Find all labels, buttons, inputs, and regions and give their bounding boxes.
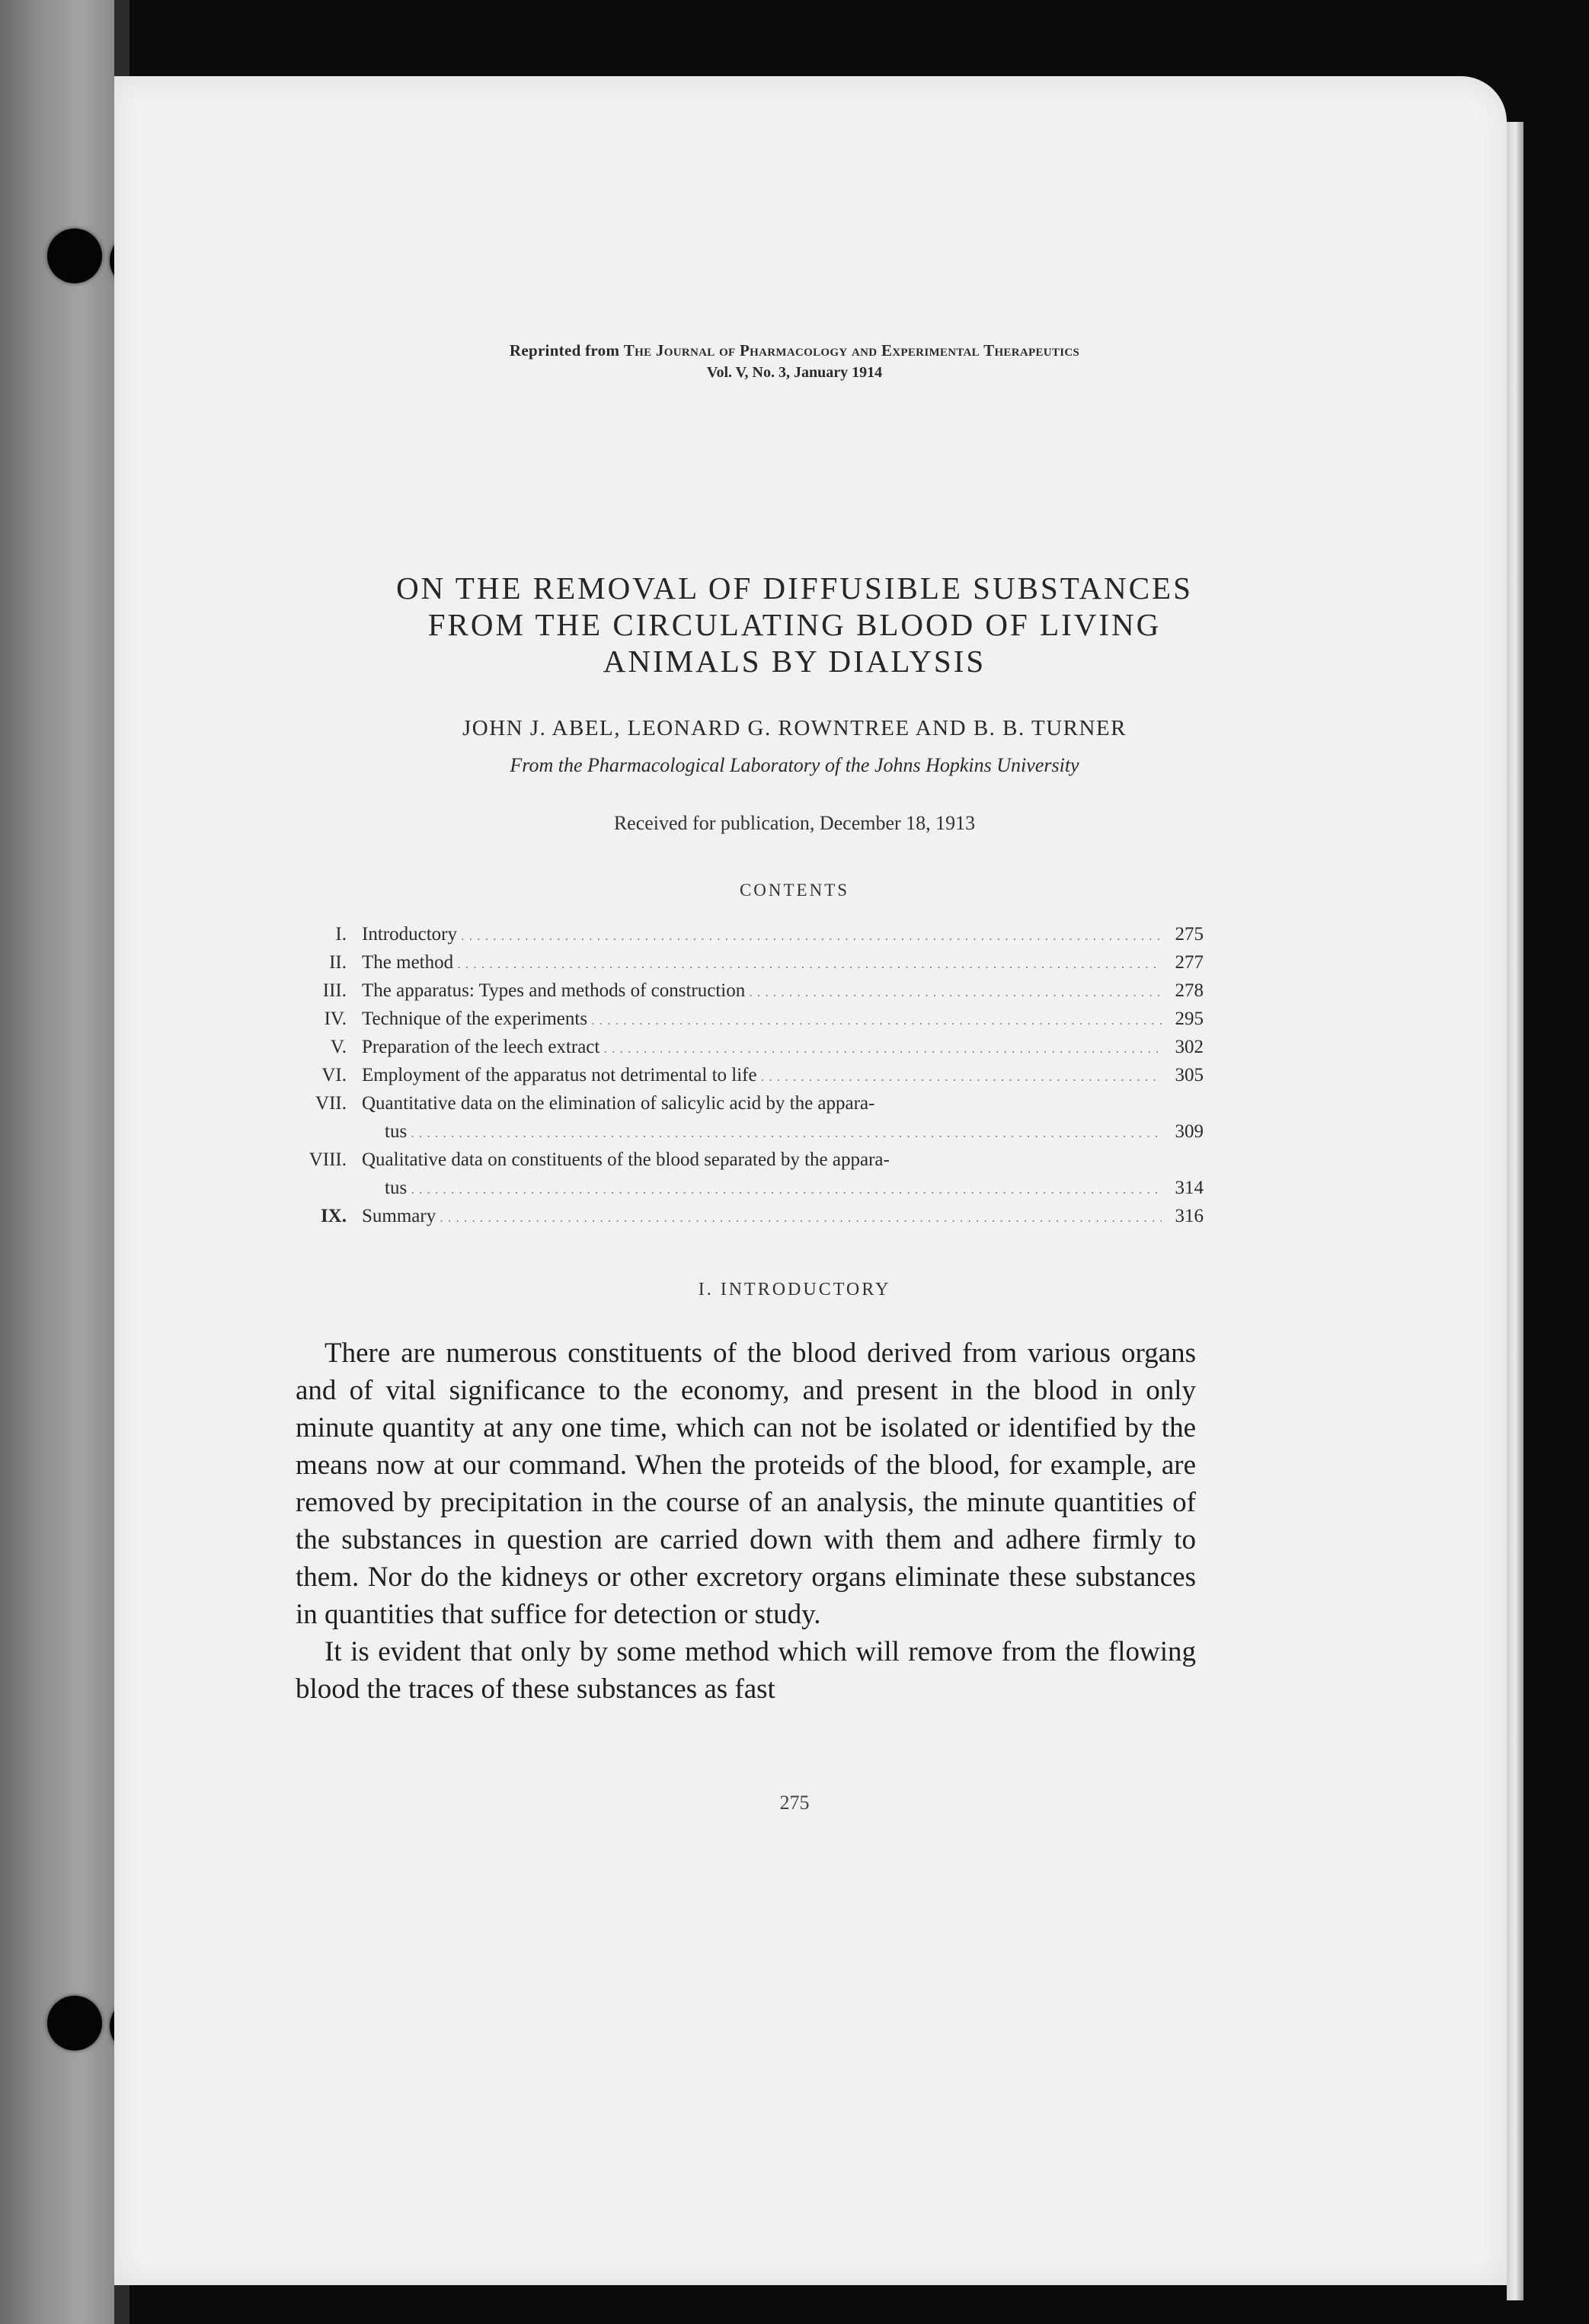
toc-number: I. xyxy=(335,924,347,945)
toc-row xyxy=(289,1033,1204,1061)
journal-name: The Journal of Pharmacology and Experimental Therapeutics xyxy=(623,341,1080,360)
toc-row-continuation xyxy=(289,1174,1204,1202)
toc-page: 278 xyxy=(1175,980,1204,1001)
page-number: 275 xyxy=(779,1792,810,1814)
contents-heading: CONTENTS xyxy=(739,881,850,900)
toc-page: 275 xyxy=(1175,924,1204,945)
paper-edge xyxy=(1507,122,1523,2300)
punch-hole-top-left xyxy=(47,229,102,283)
toc-title-continuation: tus . . . xyxy=(385,1174,1162,1204)
paragraph: It is evident that only by some method which will remove from the flowing blood the traces of these substances as fast xyxy=(296,1636,1196,1705)
title-line: ANIMALS BY DIALYSIS xyxy=(603,644,986,679)
toc-title: Preparation of the leech extract . . . xyxy=(362,1033,1162,1063)
toc-title: Introductory . . . xyxy=(362,920,1162,950)
toc-row xyxy=(289,948,1204,977)
reprint-prefix: Reprinted from xyxy=(509,341,624,360)
punch-hole-bottom-left xyxy=(47,1996,102,2051)
body-text xyxy=(296,1335,1196,1708)
toc-title: Summary . . . xyxy=(362,1202,1162,1232)
section-heading: I. INTRODUCTORY xyxy=(698,1280,891,1299)
toc-page: 309 xyxy=(1175,1121,1204,1142)
toc-page: 316 xyxy=(1175,1206,1204,1226)
toc-number: II. xyxy=(329,952,347,973)
toc-number: VII. xyxy=(315,1093,347,1114)
authors: JOHN J. ABEL, LEONARD G. ROWNTREE AND B. B. TURNER xyxy=(462,716,1127,740)
toc-number: V. xyxy=(330,1037,347,1057)
paragraph: There are numerous constituents of the blood derived from various organs and of vital significance to the economy, and present in the blood in only minute quantity at any one time, which can not be isolated or identified by the means now at our command. When the proteids of the blood, for example, are removed by precipitation in the course of an analysis, the minute quantities of the substances in question are carried down with them and adhere firmly to them. Nor do the kidneys or other excretory organs eliminate these substances in quantities that suffice for detection or study. xyxy=(296,1338,1196,1630)
toc-row xyxy=(289,920,1204,948)
toc-number: IV. xyxy=(324,1009,347,1029)
toc-number: VIII. xyxy=(309,1149,347,1170)
volume-info: Vol. V, No. 3, January 1914 xyxy=(706,364,883,381)
toc-page: 305 xyxy=(1175,1065,1204,1085)
toc-row xyxy=(289,1089,1204,1117)
toc-title: Qualitative data on constituents of the blood separated by the appara- xyxy=(362,1149,890,1170)
affiliation: From the Pharmacological Laboratory of the Johns Hopkins University xyxy=(510,754,1079,776)
toc-number: VI. xyxy=(321,1065,347,1085)
toc-page: 295 xyxy=(1175,1009,1204,1029)
toc-row xyxy=(289,1061,1204,1089)
toc-page: 314 xyxy=(1175,1178,1204,1198)
title-line: FROM THE CIRCULATING BLOOD OF LIVING xyxy=(427,607,1162,642)
toc-row xyxy=(289,1202,1204,1230)
toc-page: 277 xyxy=(1175,952,1204,973)
toc-number: III. xyxy=(322,980,347,1001)
toc-title: Quantitative data on the elimination of salicylic acid by the appara- xyxy=(362,1093,875,1114)
toc-row xyxy=(289,1146,1204,1174)
toc-title: Employment of the apparatus not detrimental to life . . . xyxy=(362,1061,1162,1091)
received-date: Received for publication, December 18, 1913 xyxy=(613,812,976,834)
toc-title: Technique of the experiments . . . xyxy=(362,1005,1162,1034)
toc-title: The apparatus: Types and methods of construction . . . xyxy=(362,977,1162,1006)
toc-page: 302 xyxy=(1175,1037,1204,1057)
table-of-contents xyxy=(289,920,1204,1230)
toc-row xyxy=(289,977,1204,1005)
toc-number: IX. xyxy=(320,1206,347,1226)
toc-row xyxy=(289,1005,1204,1033)
toc-row-continuation xyxy=(289,1117,1204,1146)
title-line: ON THE REMOVAL OF DIFFUSIBLE SUBSTANCES xyxy=(396,571,1193,606)
toc-title: The method . . . xyxy=(362,948,1162,978)
toc-title-continuation: tus . . . xyxy=(385,1117,1162,1147)
reprint-notice xyxy=(0,341,1589,360)
article-title xyxy=(0,570,1589,679)
